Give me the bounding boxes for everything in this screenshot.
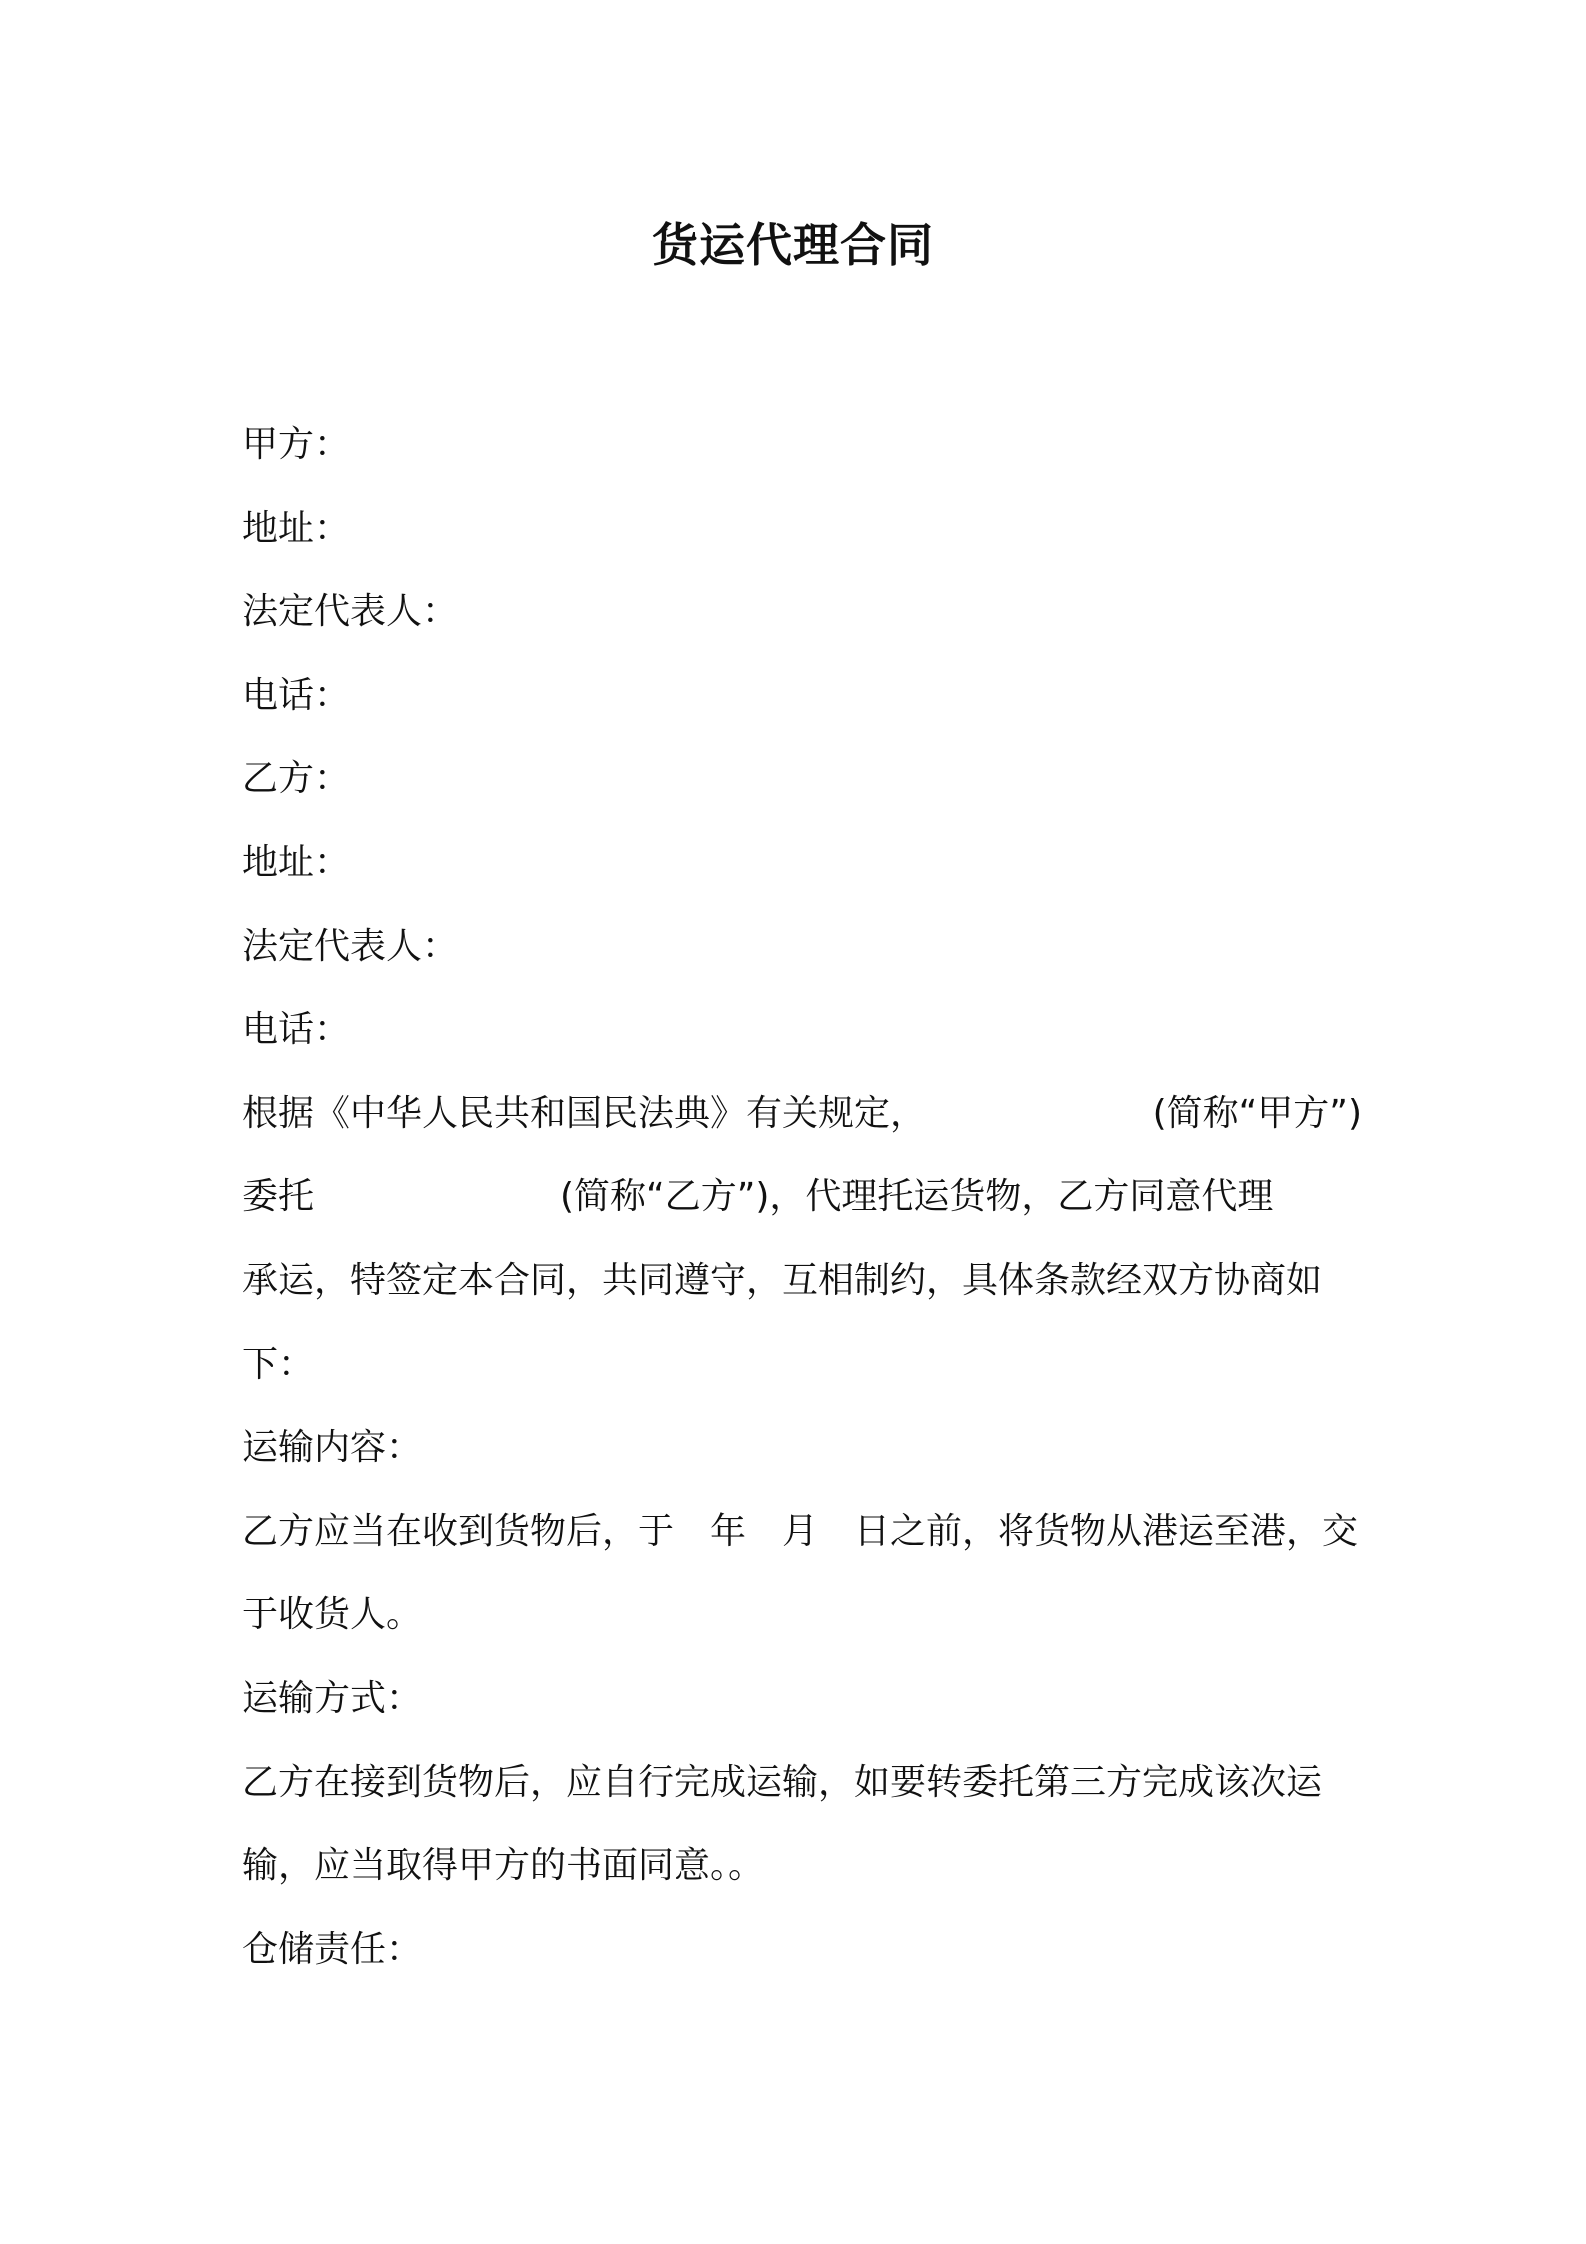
preamble-line-4: 下： (242, 1343, 315, 1385)
section-text-transport-content-2: 于收货人。 (242, 1594, 423, 1636)
party-a-name-label: 甲方： (242, 424, 351, 465)
section-text-transport-method-2: 输，应当取得甲方的书面同意。。 (242, 1845, 765, 1887)
section-heading-transport-method: 运输方式： (242, 1677, 423, 1719)
section-text-transport-content-1: 乙方应当在收到货物后，于 年 月 日之前，将货物从港运至港，交 (242, 1510, 1359, 1552)
party-b-address-label: 地址： (242, 841, 351, 883)
party-b-legal-rep-label: 法定代表人： (242, 925, 459, 967)
party-b-name-label: 乙方： (242, 758, 351, 800)
section-heading-transport-content: 运输内容： (242, 1427, 423, 1469)
section-text-transport-method-1: 乙方在接到货物后，应自行完成运输，如要转委托第三方完成该次运 (242, 1761, 1323, 1803)
section-heading-storage-liability: 仓储责任： (242, 1928, 423, 1970)
document-body (242, 403, 1362, 1991)
preamble-line-2 (242, 1155, 1362, 1239)
preamble-line-3: 承运，特签定本合同，共同遵守，互相制约，具体条款经双方协商如 (242, 1259, 1323, 1301)
party-a-address-label: 地址： (242, 507, 351, 549)
preamble-party-b-abbrev: (简称“乙方”)，代理托运货物，乙方同意代理 (560, 1176, 1274, 1218)
document-title: 货运代理合同 (652, 218, 934, 272)
preamble-line-1-text: 根据《中华人民共和国民法典》有关规定， (242, 1092, 927, 1134)
party-a-phone-label: 电话： (242, 674, 351, 716)
preamble-line-2-text: 委托 (242, 1176, 315, 1218)
party-b-phone-label: 电话： (242, 1009, 351, 1051)
preamble-party-a-abbrev: (简称“甲方”) (1152, 1092, 1362, 1134)
preamble-line-1 (242, 1072, 1362, 1156)
party-a-legal-rep-label: 法定代表人： (242, 591, 459, 633)
